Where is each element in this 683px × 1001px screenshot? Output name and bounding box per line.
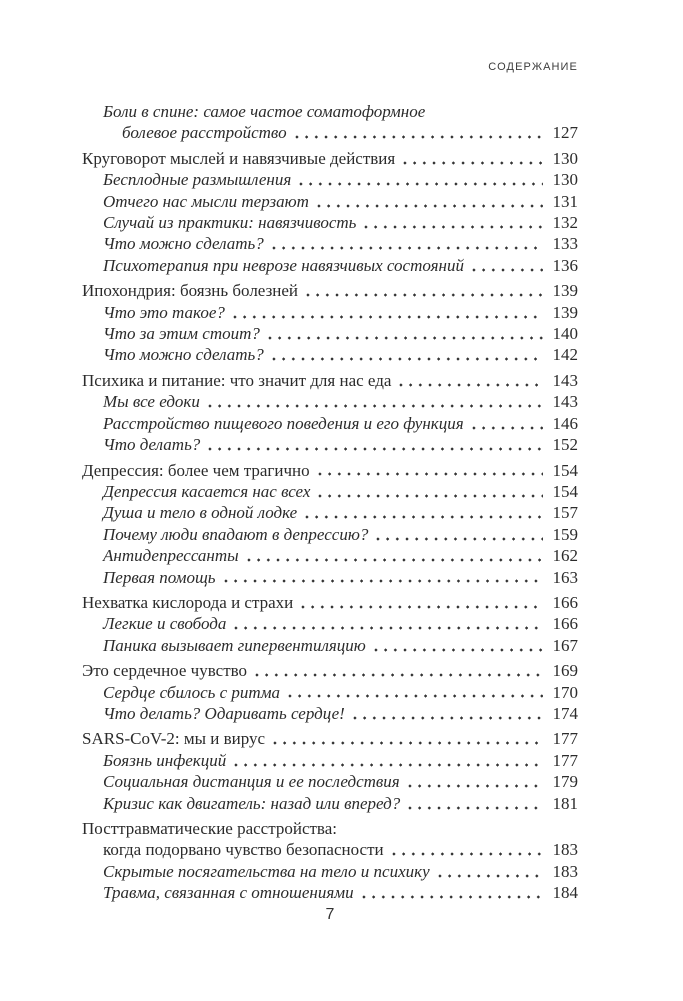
toc-entry-page: 184 <box>552 883 578 903</box>
toc-row <box>82 323 578 344</box>
toc-entry-page: 167 <box>552 635 578 655</box>
toc-row <box>82 567 578 588</box>
toc-entry-title: Кризис как двигатель: назад или вперед? <box>103 793 401 813</box>
toc-entry-title: Психика и питание: что значит для нас еда <box>82 370 392 390</box>
toc-entry-title: Посттравматические расстройства: <box>82 819 337 838</box>
toc-entry-title: Легкие и свобода <box>103 614 227 634</box>
dot-leader <box>361 882 543 903</box>
toc-entry-page: 143 <box>552 370 578 390</box>
toc-row <box>82 122 578 143</box>
toc-row <box>82 391 578 412</box>
toc-entry-page: 179 <box>552 772 578 792</box>
toc-entry-title: SARS-CoV-2: мы и вирус <box>82 729 266 749</box>
toc-entry-page: 183 <box>552 840 578 860</box>
toc-row <box>82 370 578 391</box>
toc-entry-page: 130 <box>552 170 578 190</box>
toc-entry-title: Нехватка кислорода и страхи <box>82 592 294 612</box>
toc-row <box>82 413 578 434</box>
toc-entry-page: 166 <box>552 614 578 634</box>
toc-row <box>82 771 578 792</box>
toc-row <box>82 818 578 839</box>
toc-entry-title: Социальная дистанция и ее последствия <box>103 772 400 792</box>
dot-leader <box>317 481 543 502</box>
toc-entry-title: Расстройство пищевого поведения и его функция <box>103 413 464 433</box>
toc-row <box>82 861 578 882</box>
toc-row <box>82 524 578 545</box>
toc-entry-title: Мы все едоки <box>103 392 200 412</box>
dot-leader <box>271 344 543 365</box>
toc-entry-title: Депрессия касается нас всех <box>103 481 311 501</box>
toc-entry-page: 139 <box>552 302 578 322</box>
toc-entry-title: Сердце сбилось с ритма <box>103 682 281 702</box>
toc-row <box>82 703 578 724</box>
dot-leader <box>375 524 543 545</box>
toc-entry-page: 177 <box>552 729 578 749</box>
toc-entry-page: 183 <box>552 861 578 881</box>
dot-leader <box>298 169 543 190</box>
toc-row <box>82 682 578 703</box>
toc-row <box>82 302 578 323</box>
toc-entry-page: 139 <box>552 281 578 301</box>
dot-leader <box>233 750 543 771</box>
toc-entry-page: 181 <box>552 793 578 813</box>
toc-row <box>82 255 578 276</box>
toc-entry-page: 174 <box>552 703 578 723</box>
toc-row <box>82 728 578 749</box>
dot-leader <box>207 434 543 455</box>
dot-leader <box>233 613 543 634</box>
toc-entry-title: Круговорот мыслей и навязчивые действия <box>82 148 396 168</box>
toc-row <box>82 434 578 455</box>
dot-leader <box>363 212 543 233</box>
toc-entry-title: Почему люди впадают в депрессию? <box>103 524 369 544</box>
dot-leader <box>391 839 543 860</box>
dot-leader <box>437 861 543 882</box>
toc-entry-page: 157 <box>552 503 578 523</box>
dot-leader <box>407 771 543 792</box>
toc-row <box>82 613 578 634</box>
toc-entry-page: 127 <box>552 123 578 143</box>
toc-row <box>82 101 578 122</box>
toc-entry-page: 159 <box>552 524 578 544</box>
dot-leader <box>398 370 543 391</box>
toc-row <box>82 191 578 212</box>
toc-row <box>82 882 578 903</box>
dot-leader <box>271 233 543 254</box>
toc-entry-title: Что можно сделать? <box>103 234 264 254</box>
toc-entry-title: Это сердечное чувство <box>82 661 248 681</box>
toc-row <box>82 481 578 502</box>
toc-row <box>82 793 578 814</box>
contents-header: СОДЕРЖАНИЕ <box>488 61 578 73</box>
toc-row <box>82 635 578 656</box>
toc-entry-page: 133 <box>552 234 578 254</box>
toc-entry-page: 169 <box>552 661 578 681</box>
toc-entry-title: Депрессия: более чем трагично <box>82 460 310 480</box>
toc-entry-page: 154 <box>552 460 578 480</box>
toc-entry-title: Психотерапия при неврозе навязчивых состояний <box>103 255 464 275</box>
toc-entry-title: Скрытые посягательства на тело и психику <box>103 861 430 881</box>
dot-leader <box>272 728 543 749</box>
dot-leader <box>317 460 543 481</box>
toc-entry-page: 130 <box>552 148 578 168</box>
toc-entry-title: Что это такое? <box>103 302 225 322</box>
toc-row <box>82 660 578 681</box>
dot-leader <box>232 302 543 323</box>
toc-row <box>82 233 578 254</box>
dot-leader <box>300 592 543 613</box>
toc-row <box>82 148 578 169</box>
dot-leader <box>402 148 543 169</box>
toc-row <box>82 344 578 365</box>
page-number: 7 <box>325 906 335 923</box>
toc-row <box>82 592 578 613</box>
toc-entry-page: 152 <box>552 435 578 455</box>
toc-entry-title: Антидепрессанты <box>103 546 239 566</box>
dot-leader <box>267 323 543 344</box>
toc-entry-page: 136 <box>552 255 578 275</box>
toc-entry-title: Паника вызывает гипервентиляцию <box>103 635 366 655</box>
toc-row <box>82 280 578 301</box>
toc-entry-page: 132 <box>552 213 578 233</box>
toc-entry-title: Ипохондрия: боязнь болезней <box>82 281 299 301</box>
toc-entry-page: 177 <box>552 750 578 770</box>
dot-leader <box>305 280 543 301</box>
toc-entry-title: Боязнь инфекций <box>103 750 227 770</box>
toc-row <box>82 502 578 523</box>
toc-entry-page: 143 <box>552 392 578 412</box>
toc-entry-title: болевое расстройство <box>122 123 287 143</box>
toc-entry-page: 166 <box>552 592 578 612</box>
toc-entry-title: Первая помощь <box>103 567 216 587</box>
toc-row <box>82 750 578 771</box>
toc-list <box>82 101 578 904</box>
toc-row <box>82 212 578 233</box>
dot-leader <box>471 413 543 434</box>
dot-leader <box>223 567 543 588</box>
toc-entry-page: 142 <box>552 345 578 365</box>
toc-entry-title: Травма, связанная с отношениями <box>103 883 354 903</box>
toc-entry-title: Что за этим стоит? <box>103 324 260 344</box>
dot-leader <box>316 191 543 212</box>
toc-entry-title: Боли в спине: самое частое соматоформное <box>103 102 426 121</box>
toc-entry-title: Душа и тело в одной лодке <box>103 503 298 523</box>
dot-leader <box>352 703 543 724</box>
dot-leader <box>207 391 543 412</box>
dot-leader <box>373 635 543 656</box>
dot-leader <box>304 502 543 523</box>
toc-entry-title: Бесплодные размышления <box>103 170 292 190</box>
toc-entry-page: 154 <box>552 481 578 501</box>
toc-row <box>82 839 578 860</box>
toc-entry-title: Что можно сделать? <box>103 345 264 365</box>
dot-leader <box>246 545 543 566</box>
toc-entry-page: 140 <box>552 324 578 344</box>
dot-leader <box>471 255 543 276</box>
toc-entry-title: Что делать? Одаривать сердце! <box>103 703 345 723</box>
toc-row <box>82 460 578 481</box>
dot-leader <box>407 793 543 814</box>
toc-row <box>82 169 578 190</box>
toc-entry-page: 162 <box>552 546 578 566</box>
toc-entry-page: 163 <box>552 567 578 587</box>
toc-row <box>82 545 578 566</box>
dot-leader <box>254 660 543 681</box>
toc-entry-page: 131 <box>552 191 578 211</box>
dot-leader <box>287 682 543 703</box>
toc-entry-title: Случай из практики: навязчивость <box>103 213 357 233</box>
toc-entry-title: Отчего нас мысли терзают <box>103 191 309 211</box>
toc-entry-page: 170 <box>552 682 578 702</box>
toc-entry-title: Что делать? <box>103 435 201 455</box>
dot-leader <box>294 122 543 143</box>
toc-entry-page: 146 <box>552 413 578 433</box>
toc-entry-title: когда подорвано чувство безопасности <box>103 840 384 860</box>
